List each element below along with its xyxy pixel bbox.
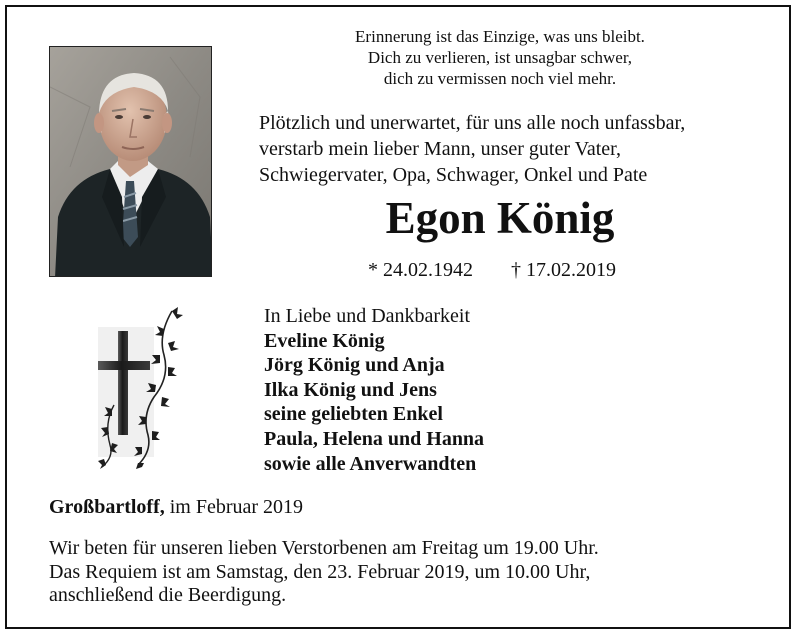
cross-with-ivy-icon xyxy=(88,305,184,470)
life-dates xyxy=(368,257,616,283)
mourners-list xyxy=(264,304,664,476)
portrait-photo xyxy=(49,46,212,277)
mourner-name: Ilka König und Jens xyxy=(264,378,437,401)
cross-illustration xyxy=(88,305,184,470)
town-name: Großbartloff, xyxy=(49,496,165,518)
notice-line: Das Requiem ist am Samstag, den 23. Februar 2019, um 10.00 Uhr, xyxy=(49,560,591,583)
notice-line: anschließend die Beerdigung. xyxy=(49,584,287,606)
motto-line: Dich zu verlieren, ist unsagbar schwer, xyxy=(367,48,633,67)
intro-line: Plötzlich und unerwartet, für uns alle noch unfassbar, xyxy=(259,112,686,134)
death-date: † 17.02.2019 xyxy=(511,259,616,281)
notice-line: Wir beten für unseren lieben Verstorbenen am Freitag um 19.00 Uhr. xyxy=(49,537,599,559)
service-notice xyxy=(49,537,769,608)
motto-line: Erinnerung ist das Einzige, was uns bleibt. xyxy=(355,27,645,46)
portrait-illustration xyxy=(50,47,212,277)
mourners-heading: In Liebe und Dankbarkeit xyxy=(264,305,471,327)
place-and-date xyxy=(49,494,303,520)
month-year: im Februar 2019 xyxy=(164,496,304,518)
intro-line: verstarb mein lieber Mann, unser guter Vater, xyxy=(259,138,622,160)
deceased-name: Egon König xyxy=(385,193,615,243)
death-announcement xyxy=(259,110,759,188)
mourner-name: seine geliebten Enkel xyxy=(264,403,443,426)
birth-date: * 24.02.1942 xyxy=(368,259,473,281)
mourner-name: Jörg König und Anja xyxy=(264,354,445,377)
mourner-name: Paula, Helena und Hanna xyxy=(264,427,485,450)
intro-line: Schwiegervater, Opa, Schwager, Onkel und Pate xyxy=(259,164,648,186)
mourner-name: sowie alle Anverwandten xyxy=(264,452,477,475)
mourner-name: Eveline König xyxy=(264,329,385,352)
motto-line: dich zu vermissen noch viel mehr. xyxy=(383,69,617,88)
motto-verse xyxy=(300,26,700,89)
